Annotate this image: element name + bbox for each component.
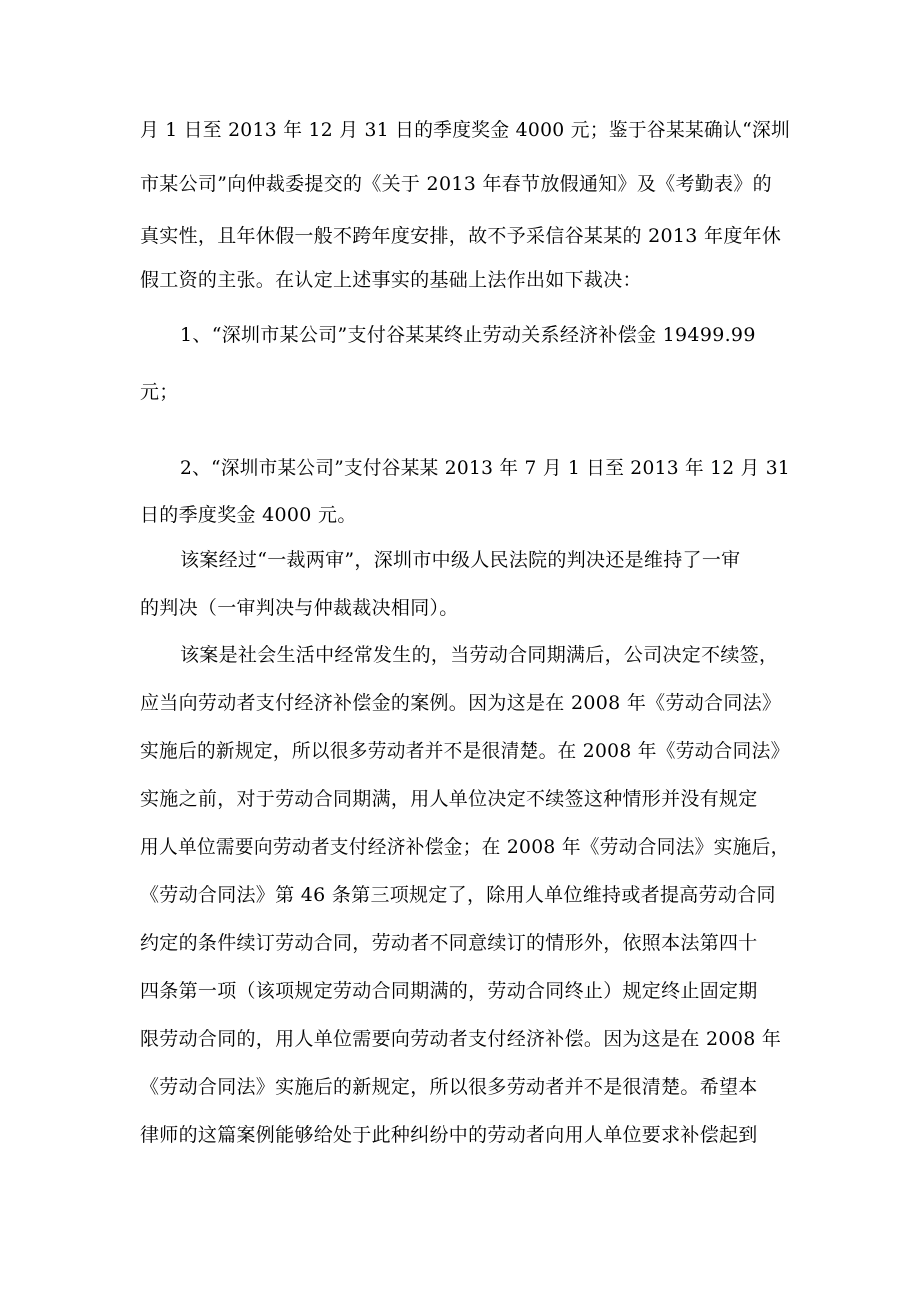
text-line: 1、“深圳市某公司”支付谷某某终止劳动关系经济补偿金 19499.99 <box>180 324 756 346</box>
text-line: 真实性，且年休假一般不跨年度安排，故不予采信谷某某的 2013 年度年休 <box>140 225 782 247</box>
text-line: 假工资的主张。在认定上述事实的基础上法作出如下裁决： <box>140 269 642 291</box>
text-line: 应当向劳动者支付经济补偿金的案例。因为这是在 2008 年《劳动合同法》 <box>140 692 782 714</box>
text-line: 元； <box>140 381 179 403</box>
text-line: 该案是社会生活中经常发生的，当劳动合同期满后，公司决定不续签， <box>180 644 779 666</box>
text-line: 2、“深圳市某公司”支付谷某某 2013 年 7 月 1 日至 2013 年 12 月 31 <box>180 457 790 479</box>
text-line: 实施后的新规定，所以很多劳动者并不是很清楚。在 2008 年《劳动合同法》 <box>140 740 790 762</box>
text-line: 《劳动合同法》实施后的新规定，所以很多劳动者并不是很清楚。希望本 <box>140 1076 758 1098</box>
text-line: 该案经过“一裁两审”，深圳市中级人民法院的判决还是维持了一审 <box>180 549 741 571</box>
text-line: 市某公司”向仲裁委提交的《关于 2013 年春节放假通知》及《考勤表》的 <box>140 173 772 195</box>
text-line: 限劳动合同的，用人单位需要向劳动者支付经济补偿。因为这是在 2008 年 <box>140 1028 782 1050</box>
text-line: 实施之前，对于劳动合同期满，用人单位决定不续签这种情形并没有规定 <box>140 788 758 810</box>
text-line: 《劳动合同法》第 46 条第三项规定了，除用人单位维持或者提高劳动合同 <box>140 884 776 906</box>
text-line: 日的季度奖金 4000 元。 <box>140 504 357 526</box>
text-line: 用人单位需要向劳动者支付经济补偿金；在 2008 年《劳动合同法》实施后， <box>140 836 790 858</box>
text-line: 律师的这篇案例能够给处于此种纠纷中的劳动者向用人单位要求补偿起到 <box>140 1124 758 1146</box>
text-line: 的判决（一审判决与仲裁裁决相同）。 <box>140 597 459 619</box>
text-line: 四条第一项（该项规定劳动合同期满的，劳动合同终止）规定终止固定期 <box>140 980 758 1002</box>
text-line: 约定的条件续订劳动合同，劳动者不同意续订的情形外，依照本法第四十 <box>140 932 758 954</box>
text-line: 月 1 日至 2013 年 12 月 31 日的季度奖金 4000 元；鉴于谷某某确认“深圳 <box>140 119 791 141</box>
